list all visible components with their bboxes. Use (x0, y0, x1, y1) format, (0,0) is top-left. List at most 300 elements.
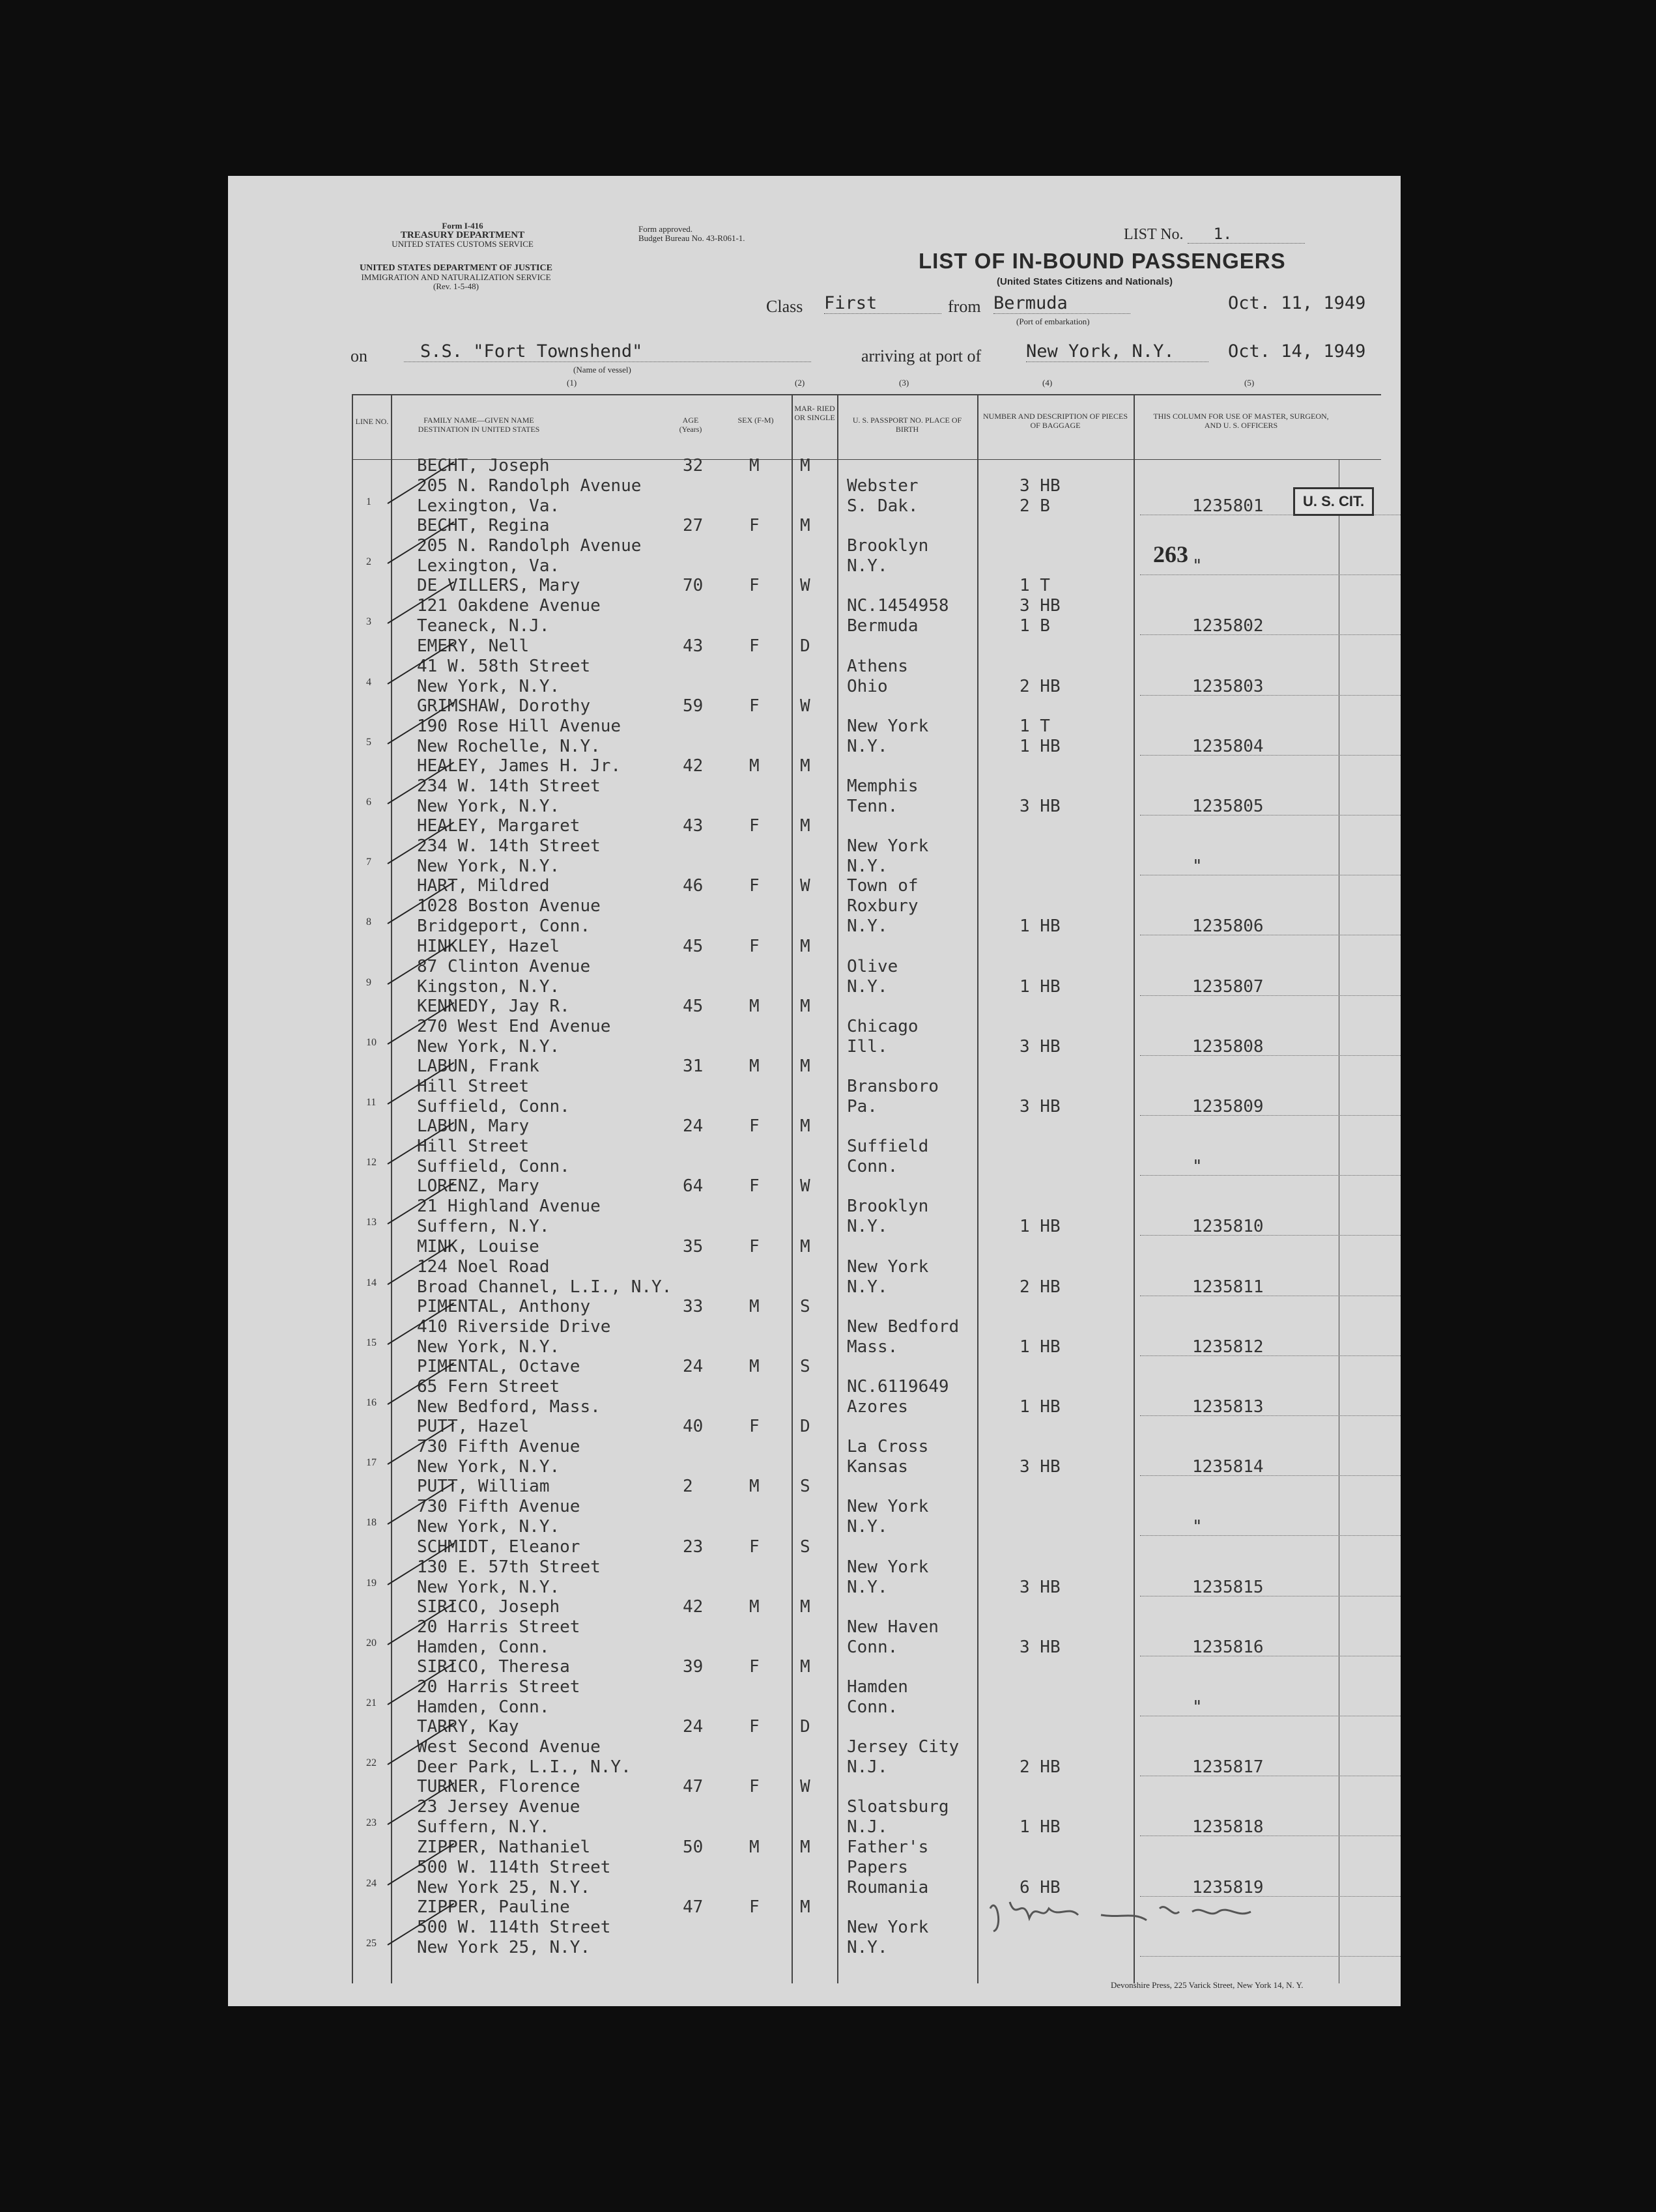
marital-status: M (800, 756, 810, 776)
age: 35 (683, 1236, 704, 1256)
line-number: 15 (366, 1337, 377, 1348)
address-street: 1028 Boston Avenue (417, 896, 601, 916)
officer-use: 1235808 (1192, 1036, 1264, 1056)
address-street: 500 W. 114th Street (417, 1917, 611, 1937)
officer-column-rule (1140, 1235, 1401, 1236)
officer-use: 1235816 (1192, 1637, 1264, 1657)
marital-status: M (800, 1596, 810, 1617)
ins-service: IMMIGRATION AND NATURALIZATION SERVICE (361, 272, 551, 282)
sex: F (749, 1897, 760, 1917)
line-number: 10 (366, 1036, 377, 1048)
line-number: 12 (366, 1157, 377, 1169)
passport-birth-0: Father's (847, 1837, 929, 1857)
passport-birth-1: New York (847, 1557, 929, 1577)
sex: M (749, 1596, 760, 1617)
sex: M (749, 1477, 760, 1497)
marital-status: M (800, 936, 810, 956)
age: 42 (683, 756, 704, 776)
passport-birth-1: New Haven (847, 1617, 939, 1637)
passport-birth-2: N.Y. (847, 1937, 888, 1957)
baggage-2: 1 HB (1020, 1817, 1061, 1837)
table-row (228, 997, 1401, 1057)
passenger-name: MINK, Louise (417, 1236, 539, 1256)
address-city: Hamden, Conn. (417, 1697, 550, 1717)
marital-status: S (800, 1477, 810, 1497)
officer-use: " (1192, 1157, 1203, 1177)
officer-use: 1235804 (1192, 736, 1264, 756)
address-street: 124 Noel Road (417, 1256, 550, 1277)
table-row (228, 756, 1401, 817)
address-street: 65 Fern Street (417, 1377, 560, 1397)
column-number-3: (3) (899, 378, 909, 388)
address-city: New York, N.Y. (417, 1577, 560, 1597)
sex: F (749, 1417, 760, 1437)
passport-birth-1: Roxbury (847, 896, 919, 916)
age: 32 (683, 456, 704, 475)
passport-birth-1: Suffield (847, 1137, 929, 1157)
on-label: on (350, 347, 367, 365)
passport-birth-2: Pa. (847, 1097, 878, 1116)
passport-birth-2: Conn. (847, 1697, 898, 1717)
table-row (228, 456, 1401, 517)
marital-status: W (800, 1777, 810, 1797)
officer-use: 1235814 (1192, 1457, 1264, 1477)
passport-birth-2: Kansas (847, 1457, 908, 1477)
baggage-2: 3 HB (1020, 1577, 1061, 1597)
form-header-treasury (358, 221, 567, 249)
passport-birth-1: Athens (847, 656, 908, 676)
marital-status: W (800, 1176, 810, 1197)
passenger-list-page (228, 176, 1401, 2006)
passenger-name: LABUN, Mary (417, 1116, 530, 1137)
marital-status: S (800, 1296, 810, 1316)
sex: M (749, 1837, 760, 1857)
budget-approval (638, 225, 745, 243)
officer-column-rule (1140, 634, 1401, 635)
passenger-name: BECHT, Regina (417, 516, 550, 536)
arrival-day: Oct. 14, (1228, 341, 1313, 362)
table-row (228, 1417, 1401, 1477)
line-number: 14 (366, 1277, 377, 1288)
sex: F (749, 1236, 760, 1256)
column-number-4: (4) (1042, 378, 1053, 388)
sex: F (749, 576, 760, 596)
page-title: LIST OF IN-BOUND PASSENGERS (919, 249, 1286, 273)
address-street: 205 N. Randolph Avenue (417, 536, 642, 556)
age: 59 (683, 696, 704, 716)
age: 70 (683, 576, 704, 596)
address-street: 730 Fifth Avenue (417, 1497, 580, 1517)
passport-birth-1: New York (847, 1256, 929, 1277)
age: 64 (683, 1176, 704, 1197)
officer-use: 1235806 (1192, 916, 1264, 937)
passport-birth-2: N.Y. (847, 857, 888, 877)
address-city: New Rochelle, N.Y. (417, 736, 601, 756)
passport-birth-1: NC.6119649 (847, 1377, 949, 1397)
officer-use: 1235817 (1192, 1757, 1264, 1778)
table-row (228, 1116, 1401, 1177)
marital-status: S (800, 1537, 810, 1557)
address-city: New Bedford, Mass. (417, 1397, 601, 1417)
passport-birth-1: New York (847, 836, 929, 857)
passport-birth-2: N.Y. (847, 736, 888, 756)
handwritten-263: 263 (1153, 541, 1188, 567)
age: 24 (683, 1116, 704, 1137)
table-row (228, 1297, 1401, 1357)
passenger-name: BECHT, Joseph (417, 456, 550, 475)
line-number: 22 (366, 1757, 377, 1769)
passport-birth-2: Ohio (847, 676, 888, 696)
address-street: West Second Avenue (417, 1737, 601, 1757)
col-header-name: FAMILY NAME—GIVEN NAME DESTINATION IN UNITED STATES (418, 416, 540, 434)
baggage-2: 1 HB (1020, 1337, 1061, 1357)
passport-birth-2: Mass. (847, 1337, 898, 1357)
passenger-name: SCHMIDT, Eleanor (417, 1537, 580, 1557)
passport-birth-1: Brooklyn (847, 536, 929, 556)
sex: F (749, 1537, 760, 1557)
address-street: 410 Riverside Drive (417, 1316, 611, 1337)
sex: F (749, 1116, 760, 1137)
officer-column-rule (1140, 574, 1401, 575)
officer-use: 1235805 (1192, 797, 1264, 816)
baggage-2: 2 B (1020, 496, 1050, 516)
sex: F (749, 636, 760, 656)
line-number: 20 (366, 1637, 377, 1649)
passenger-name: KENNEDY, Jay R. (417, 996, 570, 1016)
marital-status: W (800, 696, 810, 716)
passport-birth-1: La Cross (847, 1437, 929, 1457)
sex: F (749, 1657, 760, 1677)
passenger-name: SIRICO, Theresa (417, 1657, 570, 1677)
passenger-name: TARRY, Kay (417, 1717, 519, 1737)
passport-birth-2: Conn. (847, 1157, 898, 1177)
table-row (228, 576, 1401, 636)
address-city: Hamden, Conn. (417, 1637, 550, 1657)
age: 23 (683, 1537, 704, 1557)
address-city: Suffield, Conn. (417, 1157, 570, 1177)
address-street: 190 Rose Hill Avenue (417, 716, 621, 736)
baggage-2: 2 HB (1020, 1277, 1061, 1297)
passport-birth-2: N.J. (847, 1757, 888, 1778)
passport-birth-1: Webster (847, 476, 919, 496)
departure-year: 1949 (1323, 293, 1366, 313)
officer-use: 1235812 (1192, 1337, 1264, 1357)
passenger-name: HART, Mildred (417, 876, 550, 896)
address-city: Broad Channel, L.I., N.Y. (417, 1277, 672, 1297)
passport-birth-1: New York (847, 716, 929, 736)
sex: F (749, 1777, 760, 1797)
line-number: 17 (366, 1457, 377, 1469)
passenger-name: ZIPPER, Pauline (417, 1897, 570, 1917)
passport-birth-1: NC.1454958 (847, 596, 949, 616)
officer-use: 1235813 (1192, 1397, 1264, 1417)
passport-birth-1: Memphis (847, 776, 919, 796)
sex: M (749, 1296, 760, 1316)
address-street: 21 Highland Avenue (417, 1197, 601, 1217)
passport-birth-2: N.Y. (847, 1517, 888, 1537)
passport-birth-1: Brooklyn (847, 1197, 929, 1217)
baggage-1: 3 HB (1020, 476, 1061, 496)
address-city: New York 25, N.Y. (417, 1937, 591, 1957)
table-row (228, 1477, 1401, 1537)
address-city: New York 25, N.Y. (417, 1877, 591, 1897)
sex: F (749, 696, 760, 716)
officer-use: 1235810 (1192, 1217, 1264, 1237)
sex: M (749, 756, 760, 776)
col-header-use: THIS COLUMN FOR USE OF MASTER, SURGEON, AND U. S. OFFICERS (1153, 412, 1329, 430)
line-number: 16 (366, 1397, 377, 1408)
passport-birth-1: New York (847, 1917, 929, 1937)
departure-date (1228, 293, 1365, 313)
officer-use: 1235818 (1192, 1817, 1264, 1837)
line-number: 5 (366, 736, 371, 748)
passenger-name: GRIMSHAW, Dorothy (417, 696, 591, 716)
marital-status: D (800, 1417, 810, 1437)
officer-use: 1235811 (1192, 1277, 1264, 1297)
address-street: 730 Fifth Avenue (417, 1437, 580, 1457)
col-header-line: LINE NO. (355, 417, 389, 426)
marital-status: M (800, 1837, 810, 1857)
passport-birth-2: S. Dak. (847, 496, 919, 516)
embarkation-caption: (Port of embarkation) (1016, 317, 1090, 326)
passenger-name: LORENZ, Mary (417, 1176, 539, 1197)
table-row (228, 1237, 1401, 1297)
baggage-2: 3 HB (1020, 797, 1061, 816)
marital-status: M (800, 1657, 810, 1677)
passenger-name: LABUN, Frank (417, 1056, 539, 1076)
officer-use: 1235802 (1192, 616, 1264, 636)
sex: F (749, 816, 760, 836)
col-header-passport: U. S. PASSPORT NO. PLACE OF BIRTH (852, 416, 962, 434)
table-row (228, 876, 1401, 937)
passport-birth-2: N.Y. (847, 1217, 888, 1237)
passport-birth-2: Ill. (847, 1036, 888, 1056)
address-street: 234 W. 14th Street (417, 836, 601, 857)
age: 43 (683, 816, 704, 836)
baggage-2: 3 HB (1020, 1457, 1061, 1477)
age: 47 (683, 1777, 704, 1797)
baggage-2: 1 HB (1020, 1397, 1061, 1417)
age: 47 (683, 1897, 704, 1917)
passport-birth-2: Bermuda (847, 616, 919, 636)
sex: F (749, 936, 760, 956)
age: 24 (683, 1717, 704, 1737)
marital-status: M (800, 516, 810, 536)
us-citizen-stamp: U. S. CIT. (1293, 487, 1374, 516)
line-number: 1 (366, 496, 371, 507)
passport-birth-2: N.Y. (847, 1277, 888, 1297)
marital-status: M (800, 816, 810, 836)
officer-column-rule (1140, 1415, 1401, 1416)
passenger-name: TURNER, Florence (417, 1777, 580, 1797)
from-label: from (948, 297, 981, 316)
address-city: New York, N.Y. (417, 797, 560, 816)
address-street: 20 Harris Street (417, 1677, 580, 1697)
address-city: New York, N.Y. (417, 1457, 560, 1477)
baggage-2: 3 HB (1020, 1097, 1061, 1116)
baggage-2: 1 HB (1020, 1217, 1061, 1237)
address-city: Kingston, N.Y. (417, 976, 560, 997)
passenger-name: DE VILLERS, Mary (417, 576, 580, 596)
column-number-1: (1) (567, 378, 577, 388)
passport-birth-1: Sloatsburg (847, 1797, 949, 1817)
address-city: Suffern, N.Y. (417, 1817, 550, 1837)
sex: F (749, 1717, 760, 1737)
address-city: Teaneck, N.J. (417, 616, 550, 636)
table-row (228, 1357, 1401, 1417)
officer-use: 1235809 (1192, 1097, 1264, 1116)
baggage-2: 2 HB (1020, 1757, 1061, 1778)
officer-column-rule (1140, 695, 1401, 696)
table-row (228, 516, 1401, 576)
address-city: Lexington, Va. (417, 496, 560, 516)
address-city: Deer Park, L.I., N.Y. (417, 1757, 631, 1778)
baggage-1: 3 HB (1020, 596, 1061, 616)
age: 2 (683, 1477, 693, 1497)
treasury-dept: TREASURY DEPARTMENT (400, 230, 525, 240)
officer-column-rule (1140, 1535, 1401, 1536)
passenger-name: PUTT, William (417, 1477, 550, 1497)
form-approved: Form approved. (638, 224, 693, 234)
address-city: New York, N.Y. (417, 676, 560, 696)
sex: F (749, 516, 760, 536)
age: 50 (683, 1837, 704, 1857)
passenger-name: PUTT, Hazel (417, 1417, 530, 1437)
address-city: New York, N.Y. (417, 857, 560, 877)
address-street: 234 W. 14th Street (417, 776, 601, 796)
address-city: New York, N.Y. (417, 1517, 560, 1537)
passport-birth-2: N.Y. (847, 976, 888, 997)
column-number-5: (5) (1244, 378, 1255, 388)
line-number: 24 (366, 1877, 377, 1889)
table-row (228, 636, 1401, 697)
sex: M (749, 1357, 760, 1376)
form-header-justice (345, 264, 567, 291)
column-number-2: (2) (795, 378, 805, 388)
age: 31 (683, 1056, 704, 1076)
revision: (Rev. 1-5-48) (433, 281, 479, 291)
officer-use: 1235803 (1192, 676, 1264, 696)
age: 27 (683, 516, 704, 536)
list-number (1124, 225, 1305, 244)
baggage-2: 1 HB (1020, 736, 1061, 756)
marital-status: D (800, 636, 810, 656)
sex: M (749, 996, 760, 1016)
justice-dept: UNITED STATES DEPARTMENT OF JUSTICE (360, 263, 552, 273)
line-number: 11 (366, 1097, 377, 1108)
address-city: New York, N.Y. (417, 1337, 560, 1357)
age: 43 (683, 636, 704, 656)
line-number: 19 (366, 1577, 377, 1589)
passenger-name: HEALEY, Margaret (417, 816, 580, 836)
class-value: First (824, 293, 941, 314)
age: 42 (683, 1596, 704, 1617)
line-number: 6 (366, 797, 371, 808)
marital-status: M (800, 1056, 810, 1076)
age: 46 (683, 876, 704, 896)
passport-birth-1: Hamden (847, 1677, 908, 1697)
page-subtitle: (United States Citizens and Nationals) (997, 276, 1173, 287)
age: 24 (683, 1357, 704, 1376)
table-row (228, 816, 1401, 877)
marital-status: W (800, 876, 810, 896)
passport-birth-2: Tenn. (847, 797, 898, 816)
officer-use: " (1192, 1697, 1203, 1717)
address-street: 87 Clinton Avenue (417, 956, 591, 976)
vessel-name: S.S. "Fort Townshend" (404, 341, 811, 362)
marital-status: S (800, 1357, 810, 1376)
officer-column-rule (1140, 1956, 1401, 1957)
printer-footer: Devonshire Press, 225 Varick Street, New York 14, N. Y. (1111, 1980, 1304, 1990)
address-street: 130 E. 57th Street (417, 1557, 601, 1577)
departure-day: Oct. 11, (1228, 293, 1313, 313)
passenger-name: PIMENTAL, Octave (417, 1357, 580, 1376)
officer-use: " (1192, 556, 1203, 576)
line-number: 8 (366, 916, 371, 928)
col-header-age: AGE (Years) (679, 416, 702, 434)
address-street: 23 Jersey Avenue (417, 1797, 580, 1817)
passport-birth-2: N.J. (847, 1817, 888, 1837)
passport-birth-2: N.Y. (847, 916, 888, 937)
passport-birth-0: Town of (847, 876, 919, 896)
marital-status: W (800, 576, 810, 596)
officer-use: " (1192, 857, 1203, 877)
officer-column-rule (1140, 1355, 1401, 1356)
passenger-name: ZIPPER, Nathaniel (417, 1837, 591, 1857)
embarkation-port: Bermuda (993, 293, 1130, 314)
table-row (228, 1717, 1401, 1778)
passenger-name: EMERY, Nell (417, 636, 530, 656)
age: 40 (683, 1417, 704, 1437)
budget-bureau: Budget Bureau No. 43-R061-1. (638, 233, 745, 243)
address-street: 270 West End Avenue (417, 1016, 611, 1036)
line-number: 9 (366, 976, 371, 988)
baggage-2: 1 HB (1020, 916, 1061, 937)
passport-birth-1: New York (847, 1497, 929, 1517)
officer-column-rule (1140, 995, 1401, 996)
line-number: 4 (366, 676, 371, 688)
age: 33 (683, 1296, 704, 1316)
officer-use: 1235807 (1192, 976, 1264, 997)
sex: F (749, 876, 760, 896)
address-street: 121 Oakdene Avenue (417, 596, 601, 616)
baggage-2: 6 HB (1020, 1877, 1061, 1897)
line-number: 21 (366, 1697, 377, 1709)
list-number-value: 1. (1188, 225, 1305, 244)
address-city: New York, N.Y. (417, 1036, 560, 1056)
arrival-date (1228, 341, 1365, 362)
table-row (228, 1597, 1401, 1658)
sex: F (749, 1176, 760, 1197)
age: 45 (683, 996, 704, 1016)
passport-birth-1: Papers (847, 1857, 908, 1877)
col-header-sex: SEX (F-M) (737, 416, 774, 425)
marital-status: D (800, 1717, 810, 1737)
table-row (228, 1176, 1401, 1237)
officer-column-rule (1140, 1055, 1401, 1056)
baggage-2: 3 HB (1020, 1637, 1061, 1657)
age: 45 (683, 936, 704, 956)
officer-use: 1235801 (1192, 496, 1264, 516)
baggage-0: 1 T (1020, 576, 1050, 596)
passenger-name: SIRICO, Joseph (417, 1596, 560, 1617)
passport-birth-2: Conn. (847, 1637, 898, 1657)
table-row (228, 1777, 1401, 1837)
baggage-2: 2 HB (1020, 676, 1061, 696)
marital-status: M (800, 996, 810, 1016)
marital-status: M (800, 1236, 810, 1256)
address-city: Suffield, Conn. (417, 1097, 570, 1116)
